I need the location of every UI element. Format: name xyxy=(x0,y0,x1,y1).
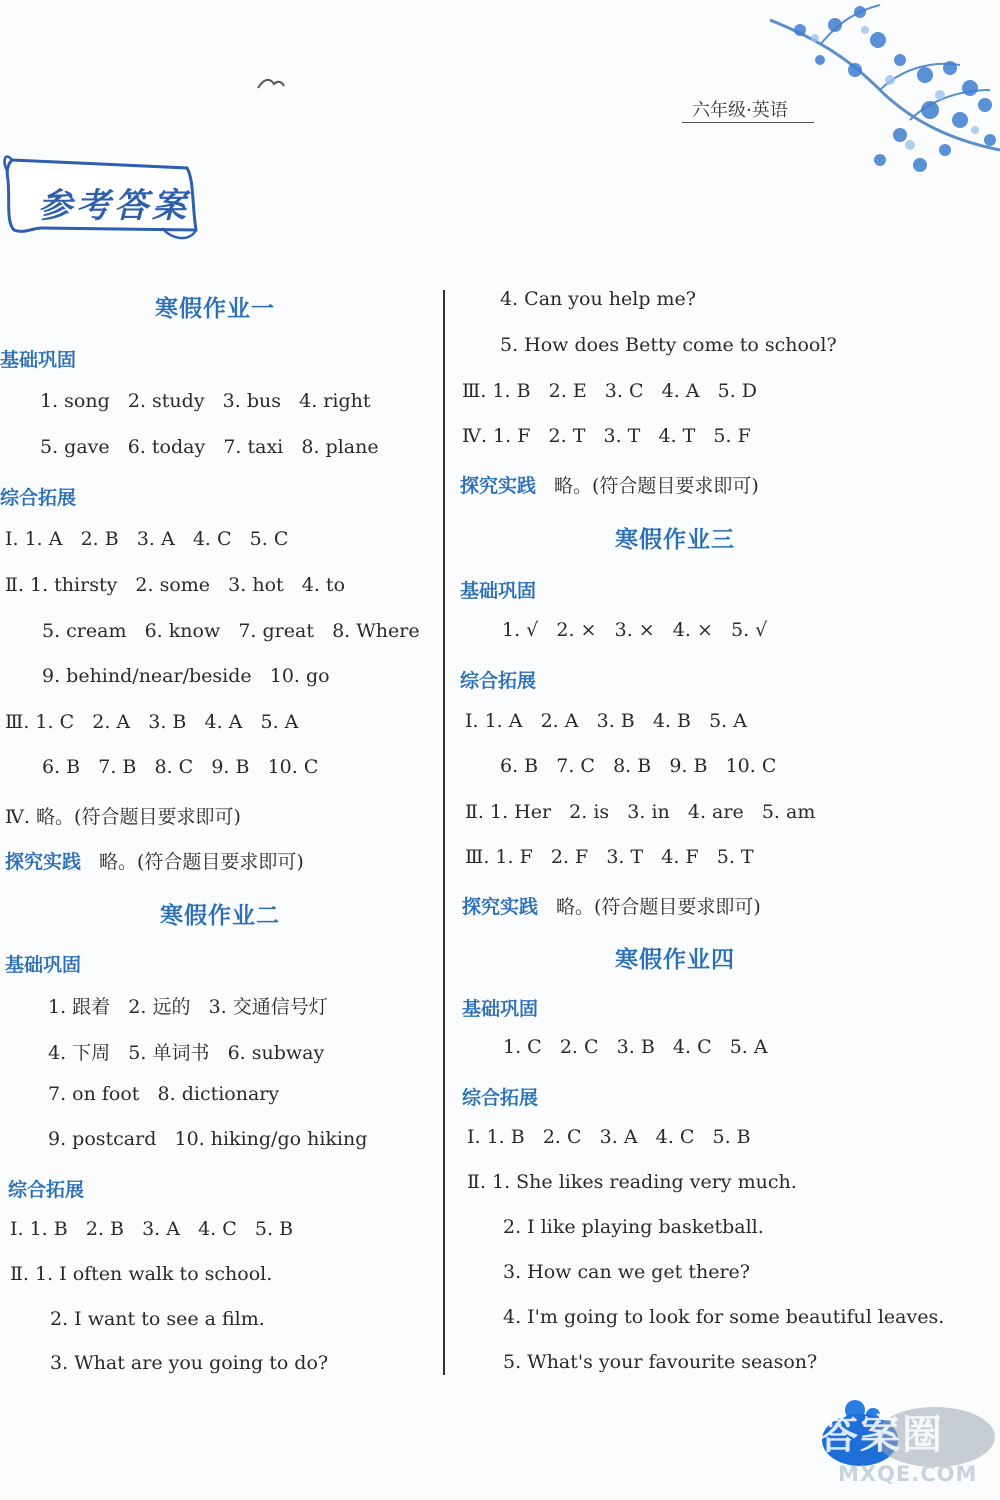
answer-line: Ⅰ. 1. B 2. B 3. A 4. C 5. B xyxy=(10,1218,294,1240)
practice-label: 探究实践 xyxy=(462,896,539,918)
answer-line: 9. postcard 10. hiking/go hiking xyxy=(48,1128,368,1150)
answer-line: Ⅱ. 1. She likes reading very much. xyxy=(467,1171,797,1193)
subhead-basic-4: 基础巩固 xyxy=(462,998,539,1020)
grade-subject-label: 六年级·英语 xyxy=(692,100,788,121)
answer-line: 6. B 7. B 8. C 9. B 10. C xyxy=(42,756,319,778)
answer-line: 6. B 7. C 8. B 9. B 10. C xyxy=(500,755,777,777)
answer-line: 5. What's your favourite season? xyxy=(503,1351,818,1373)
section-title-3: 寒假作业三 xyxy=(615,527,735,553)
subhead-ext-1: 综合拓展 xyxy=(0,487,77,509)
bird-icon xyxy=(256,76,286,92)
practice-line xyxy=(462,892,761,919)
column-divider xyxy=(443,290,445,1375)
practice-label: 探究实践 xyxy=(5,851,82,873)
plum-branch-decoration xyxy=(760,0,1000,190)
watermark-logo-text: 答案圈 xyxy=(818,1412,944,1458)
answer-line: 1. song 2. study 3. bus 4. right xyxy=(40,390,371,412)
subhead-ext-2: 综合拓展 xyxy=(8,1179,85,1201)
practice-text: 略。(符合题目要求即可) xyxy=(554,475,759,497)
answer-line: 1. √ 2. × 3. × 4. × 5. √ xyxy=(502,619,768,641)
practice-line xyxy=(5,847,304,874)
answer-line: 5. gave 6. today 7. taxi 8. plane xyxy=(40,436,379,458)
watermark-url: MXQE.COM xyxy=(838,1462,978,1486)
answer-line: Ⅳ. 略。(符合题目要求即可) xyxy=(5,806,241,828)
answer-line: 4. I'm going to look for some beautiful leaves. xyxy=(503,1306,945,1328)
practice-label: 探究实践 xyxy=(460,475,537,497)
answer-line: Ⅰ. 1. A 2. B 3. A 4. C 5. C xyxy=(5,528,289,550)
section-title-1: 寒假作业一 xyxy=(155,296,275,322)
practice-text: 略。(符合题目要求即可) xyxy=(99,851,304,873)
answer-line: 9. behind/near/beside 10. go xyxy=(42,665,330,687)
subhead-basic-1: 基础巩固 xyxy=(0,349,77,371)
answer-line: 2. I want to see a film. xyxy=(50,1308,265,1330)
answer-line: 4. Can you help me? xyxy=(500,288,696,310)
answer-line: 7. on foot 8. dictionary xyxy=(48,1083,280,1105)
answer-line: 1. 跟着 2. 远的 3. 交通信号灯 xyxy=(48,996,328,1018)
answer-line: Ⅰ. 1. A 2. A 3. B 4. B 5. A xyxy=(465,710,747,732)
answer-line: 5. cream 6. know 7. great 8. Where xyxy=(42,620,420,642)
answer-line: Ⅰ. 1. B 2. C 3. A 4. C 5. B xyxy=(467,1126,751,1148)
page-title: 参考答案 xyxy=(38,186,190,226)
answer-line: 4. 下周 5. 单词书 6. subway xyxy=(48,1042,325,1064)
answer-line: 1. C 2. C 3. B 4. C 5. A xyxy=(503,1036,768,1058)
answer-line: 2. I like playing basketball. xyxy=(503,1216,764,1238)
subhead-basic-3: 基础巩固 xyxy=(460,580,537,602)
answer-line: 5. How does Betty come to school? xyxy=(500,334,837,356)
answer-line: Ⅲ. 1. F 2. F 3. T 4. F 5. T xyxy=(465,846,754,868)
subhead-ext-4: 综合拓展 xyxy=(462,1087,539,1109)
answer-line: Ⅲ. 1. C 2. A 3. B 4. A 5. A xyxy=(5,711,299,733)
practice-text: 略。(符合题目要求即可) xyxy=(556,896,761,918)
subhead-basic-2: 基础巩固 xyxy=(5,954,82,976)
practice-line xyxy=(460,471,759,498)
grade-underline xyxy=(682,122,814,123)
answer-line: Ⅱ. 1. thirsty 2. some 3. hot 4. to xyxy=(5,574,346,596)
section-title-2: 寒假作业二 xyxy=(160,903,280,929)
answer-line: Ⅲ. 1. B 2. E 3. C 4. A 5. D xyxy=(462,380,758,402)
answer-line: Ⅱ. 1. I often walk to school. xyxy=(10,1263,273,1285)
answer-line: Ⅱ. 1. Her 2. is 3. in 4. are 5. am xyxy=(465,801,816,823)
subhead-ext-3: 综合拓展 xyxy=(460,670,537,692)
section-title-4: 寒假作业四 xyxy=(615,947,735,973)
answer-line: Ⅳ. 1. F 2. T 3. T 4. T 5. F xyxy=(462,425,751,447)
answer-line: 3. How can we get there? xyxy=(503,1261,750,1283)
answer-line: 3. What are you going to do? xyxy=(50,1352,329,1374)
